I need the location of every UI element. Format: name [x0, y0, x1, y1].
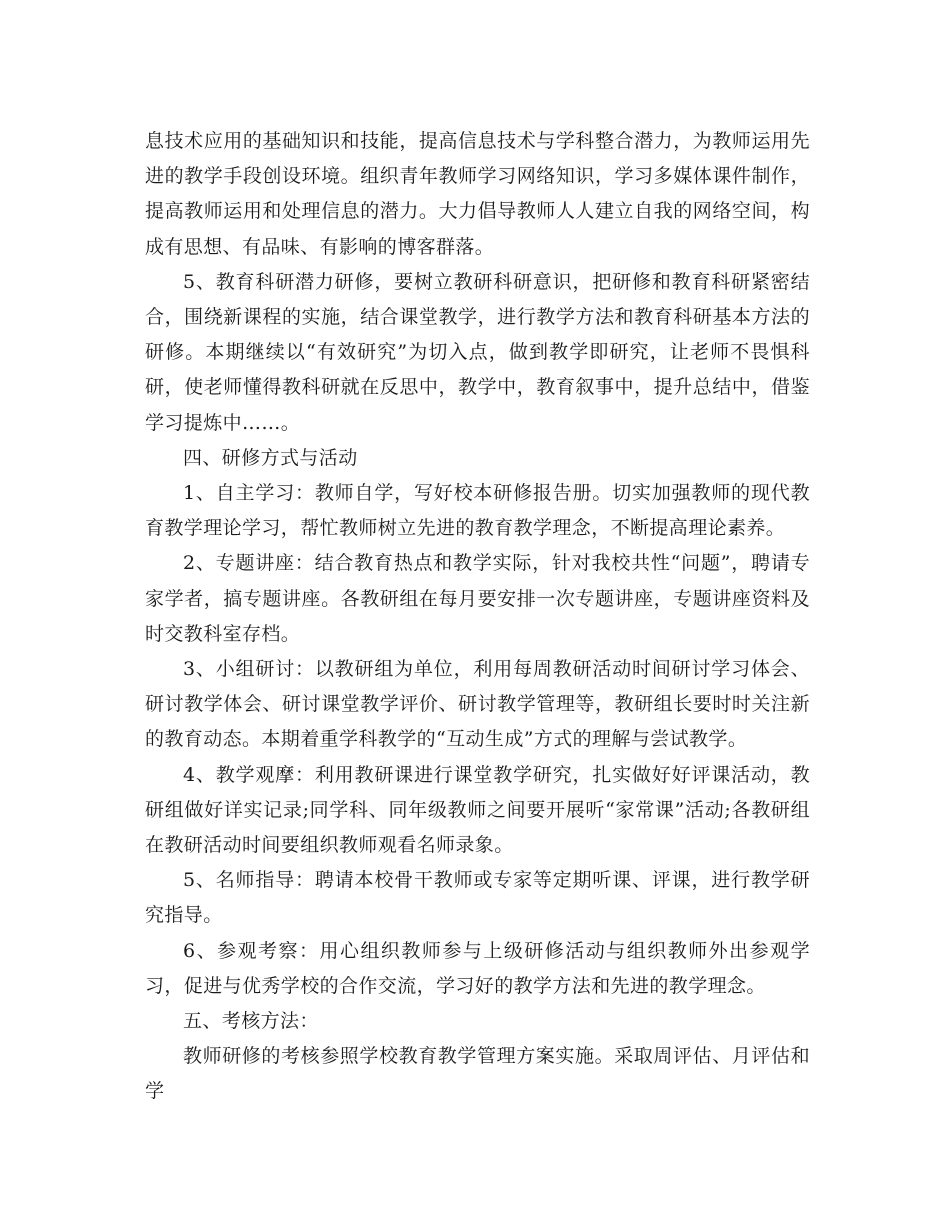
paragraph-lectures: 2、专题讲座：结合教育热点和教学实际，针对我校共性“问题”，聘请专家学者，搞专题讲座。各教研组在每月要安排一次专题讲座，专题讲座资料及时交教科室存档。: [145, 552, 810, 645]
paragraph-self-study: 1、自主学习：教师自学，写好校本研修报告册。切实加强教师的现代教育教学理论学习，帮忙教师树立先进的教育教学理念，不断提高理论素养。: [145, 482, 810, 540]
section-heading-methods: 四、研修方式与活动: [183, 446, 358, 469]
paragraph-observation: 4、教学观摩：利用教研课进行课堂教学研究，扎实做好好评课活动，教研组做好详实记录;同学科、同年级教师之间要开展听“家常课”活动;各教研组在教研活动时间要组织教师观看名师录象。: [145, 763, 810, 857]
document-body: [145, 124, 810, 1110]
section-heading-assessment: 五、考核方法：: [183, 1010, 319, 1033]
paragraph-mentoring: 5、名师指导：聘请本校骨干教师或专家等定期听课、评课，进行教学研究指导。: [145, 869, 810, 927]
paragraph-group-discussion: 3、小组研讨：以教研组为单位，利用每周教研活动时间研讨学习体会、研讨教学体会、研讨课堂教学评价、研讨教学管理等，教研组长要时时关注新的教育动态。本期着重学科教学的“互动生成”方式的理解与尝试教学。: [145, 658, 810, 751]
paragraph-research-ability: 5、教育科研潜力研修，要树立教研科研意识，把研修和教育科研紧密结合，围绕新课程的实施，结合课堂教学，进行教学方法和教育科研基本方法的研修。本期继续以“有效研究”为切入点，做到教学即研究，让老师不畏惧科研，使老师懂得教科研就在反思中，教学中，教育叙事中，提升总结中，借鉴学习提炼中……。: [145, 270, 810, 434]
paragraph-continued: 息技术应用的基础知识和技能，提高信息技术与学科整合潜力，为教师运用先进的教学手段创设环境。组织青年教师学习网络知识，学习多媒体课件制作，提高教师运用和处理信息的潜力。大力倡导教师人人建立自我的网络空间，构成有思想、有品味、有影响的博客群落。: [145, 130, 810, 258]
paragraph-visits: 6、参观考察：用心组织教师参与上级研修活动与组织教师外出参观学习，促进与优秀学校的合作交流，学习好的教学方法和先进的教学理念。: [145, 939, 810, 997]
paragraph-assessment: 教师研修的考核参照学校教育教学管理方案实施。采取周评估、月评估和学: [145, 1045, 810, 1103]
